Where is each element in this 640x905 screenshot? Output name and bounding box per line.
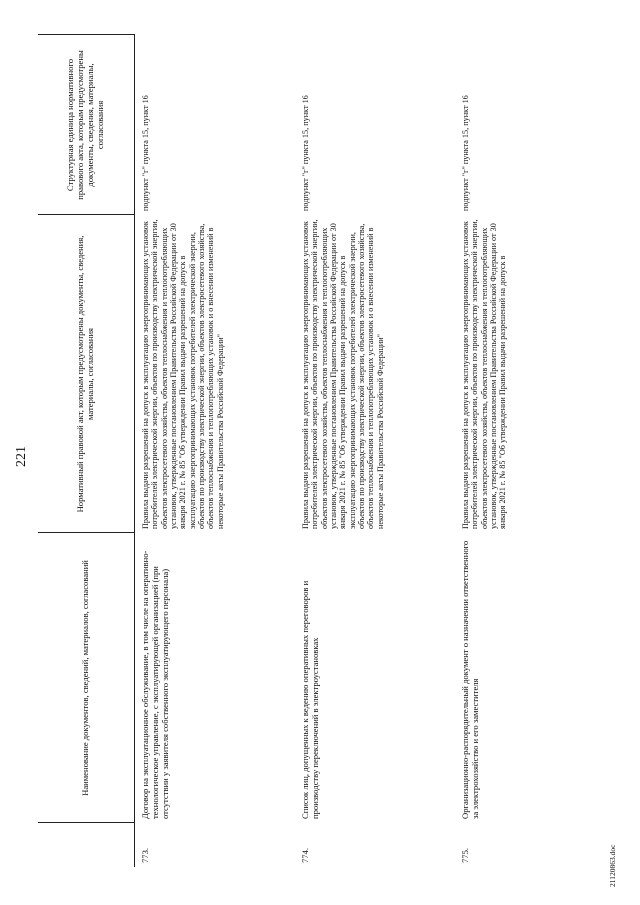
table-row bbox=[295, 35, 455, 867]
header-number-cell bbox=[38, 823, 135, 867]
row-number: 773. bbox=[140, 847, 150, 863]
document-name: Список лиц, допущенных к ведению оперативных переговоров и производству переключений в электроустановках bbox=[300, 580, 320, 819]
structural-unit: подпункт "г" пункта 15, пункт 16 bbox=[301, 95, 310, 211]
structural-unit: подпункт "г" пункта 15, пункт 16 bbox=[141, 95, 150, 211]
documents-table bbox=[38, 35, 615, 868]
page-number: 221 bbox=[14, 446, 29, 467]
document-name: Договор на эксплуатационное обслуживание, в том числе на оперативно-технологическое управление, с эксплуатирующей организацией (при отсутствии у заявителя собственного эксплуатирующего персонала) bbox=[140, 550, 170, 819]
document-name: Организационно-распорядительный документ о назначении ответственного за электрохозяйство и его заместителя bbox=[460, 540, 480, 819]
header-act: Нормативный правовой акт, которым предусмотрены документы, сведения, материалы, согласования bbox=[38, 215, 135, 533]
table-row bbox=[135, 35, 296, 867]
file-reference: 21120863.doc bbox=[608, 844, 617, 887]
legal-act: Правила выдачи разрешений на допуск в эксплуатацию энергопринимающих установок потребителей электрической энергии, объектов по производству электрической энергии, объектов электросетевого хозяйства, объектов теплоснабжения и теплопотребляющих установок, утвержденные постановлением Правительства Российской Федерации от 30 января 2021 г. № 85 "Об утверждении Правил выдачи разрешений на допуск в bbox=[461, 219, 508, 529]
header-unit: Структурная единица нормативного правового акта, которым предусмотрены документы, сведения, материалы, согласования bbox=[38, 35, 135, 215]
row-number: 774. bbox=[300, 847, 310, 863]
structural-unit: подпункт "г" пункта 15, пункт 16 bbox=[461, 95, 470, 211]
table-row bbox=[455, 35, 615, 867]
header-name: Наименование документов, сведений, материалов, согласований bbox=[38, 533, 135, 823]
table-header-row bbox=[38, 35, 135, 867]
legal-act: Правила выдачи разрешений на допуск в эксплуатацию энергопринимающих установок потребителей электрической энергии, объектов по производству электрической энергии, объектов электросетевого хозяйства, объектов теплоснабжения и теплопотребляющих установок, утвержденные постановлением Правительства Российской Федерации от 30 января 2021 г. № 85 "Об утверждении Правил выдачи разрешений на допуск в эксплуатацию энергопринимающих установок потребителей электрической энергии, объектов по производству электрической энергии, объектов электросетевого хозяйства, объектов теплоснабжения и теплопотребляющих установок и о внесении изменений в некоторые акты Правительства Российской Федерации" bbox=[141, 219, 225, 529]
legal-act: Правила выдачи разрешений на допуск в эксплуатацию энергопринимающих установок потребителей электрической энергии, объектов по производству электрической энергии, объектов электросетевого хозяйства, объектов теплоснабжения и теплопотребляющих установок, утвержденные постановлением Правительства Российской Федерации от 30 января 2021 г. № 85 "Об утверждении Правил выдачи разрешений на допуск в эксплуатацию энергопринимающих установок потребителей электрической энергии, объектов по производству электрической энергии, объектов электросетевого хозяйства, объектов теплоснабжения и теплопотребляющих установок и о внесении изменений в некоторые акты Правительства Российской Федерации" bbox=[301, 219, 385, 529]
row-number: 775. bbox=[460, 847, 470, 863]
